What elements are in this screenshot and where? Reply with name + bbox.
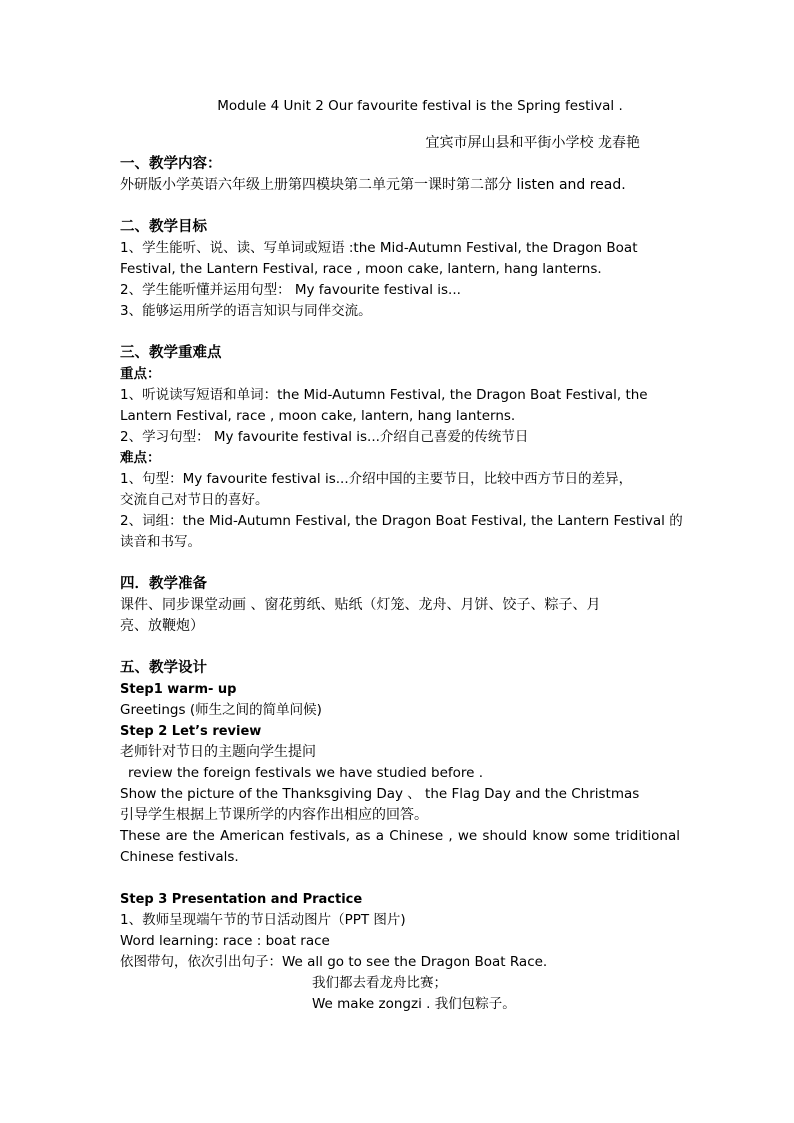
preparation-line-1: 课件、同步课堂动画 、窗花剪纸、贴纸（灯笼、龙舟、月饼、饺子、粽子、月 (120, 597, 601, 613)
section-heading-content: 一、教学内容： (120, 156, 222, 172)
presentation-line-2: Word learning: race : boat race (120, 933, 330, 949)
key-point-1-line-2: Lantern Festival, race , moon cake, lantern, hang lanterns. (120, 408, 516, 424)
difficult-point-2-line-1: 2、词组：the Mid-Autumn Festival, the Dragon Boat Festival, the Lantern Festival 的 (120, 513, 683, 529)
presentation-line-1: 1、教师呈现端午节的节日活动图片（PPT 图片) (120, 912, 406, 928)
step-3-heading: Step 3 Presentation and Practice (120, 892, 363, 907)
review-line-2: review the foreign festivals we have studied before . (128, 765, 484, 781)
key-points-label: 重点： (120, 366, 161, 382)
review-line-6: Chinese festivals. (120, 849, 239, 865)
author-line: 宜宾市屏山县和平街小学校 龙春艳 (425, 135, 640, 151)
review-line-3: Show the picture of the Thanksgiving Day 、 the Flag Day and the Christmas (120, 786, 640, 802)
key-point-2: 2、学习句型： My favourite festival is...介绍自己喜爱的传统节日 (120, 429, 529, 445)
review-line-5: These are the American festivals, as a Chinese , we should know some triditional (120, 828, 680, 844)
section-heading-objectives: 二、教学目标 (120, 219, 207, 235)
key-point-1-line-1: 1、听说读写短语和单词：the Mid-Autumn Festival, the Dragon Boat Festival, the (120, 387, 648, 403)
review-line-1: 老师针对节日的主题向学生提问 (120, 744, 316, 760)
section-heading-key-points: 三、教学重难点 (120, 345, 222, 361)
presentation-line-4: 我们都去看龙舟比赛； (312, 975, 447, 991)
section-heading-design: 五、教学设计 (120, 660, 207, 676)
content-text: 外研版小学英语六年级上册第四模块第二单元第一课时第二部分 listen and read. (120, 177, 626, 193)
difficult-point-2-line-2: 读音和书写。 (120, 534, 201, 550)
greetings-text: Greetings (师生之间的简单问候) (120, 702, 322, 718)
step-2-heading: Step 2 Let’s review (120, 724, 262, 739)
section-heading-preparation: 四．教学准备 (120, 576, 207, 592)
presentation-line-5: We make zongzi . 我们包粽子。 (312, 996, 516, 1012)
presentation-line-3: 依图带句，依次引出句子：We all go to see the Dragon Boat Race. (120, 954, 548, 970)
difficult-point-1-line-1: 1、句型：My favourite festival is...介绍中国的主要节日，比较中西方节日的差异， (120, 471, 633, 487)
objective-3: 3、能够运用所学的语言知识与同伴交流。 (120, 303, 372, 319)
review-line-4: 引导学生根据上节课所学的内容作出相应的回答。 (120, 807, 428, 823)
objective-2: 2、学生能听懂并运用句型： My favourite festival is... (120, 282, 461, 298)
difficult-point-1-line-2: 交流自己对节日的喜好。 (120, 492, 269, 508)
step-1-heading: Step1 warm- up (120, 682, 237, 697)
objective-1-line-2: Festival, the Lantern Festival, race , moon cake, lantern, hang lanterns. (120, 261, 602, 277)
objective-1-line-1: 1、学生能听、说、读、写单词或短语 :the Mid-Autumn Festival, the Dragon Boat (120, 240, 638, 256)
difficult-points-label: 难点： (120, 450, 161, 466)
preparation-line-2: 亮、放鞭炮） (120, 618, 204, 634)
document-page (120, 96, 683, 1015)
document-title: Module 4 Unit 2 Our favourite festival is the Spring festival . (217, 98, 623, 114)
